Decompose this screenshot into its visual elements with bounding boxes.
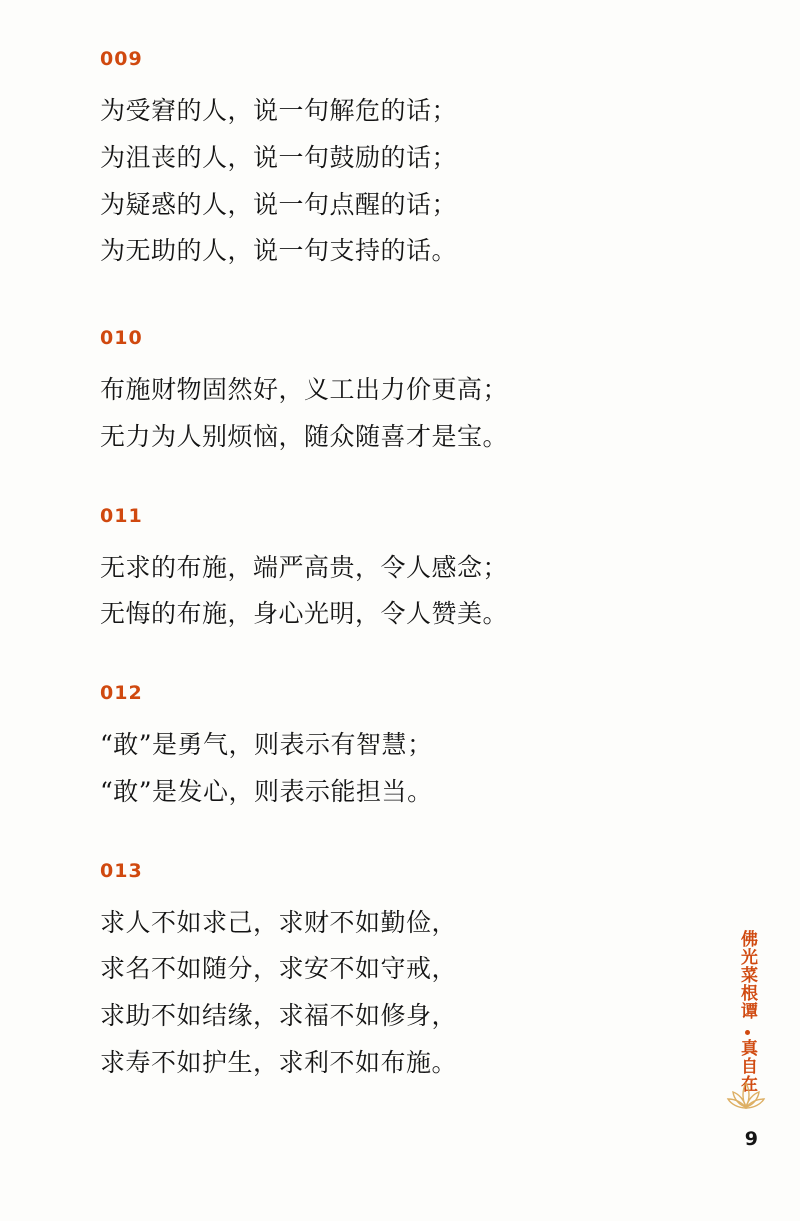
page-number: 9 xyxy=(744,1128,758,1150)
entry-line: 布施财物固然好，义工出力价更高； xyxy=(100,375,509,404)
entry-line: 为受窘的人，说一句解危的话； xyxy=(100,96,458,125)
entry-line: 无力为人别烦恼，随众随喜才是宝。 xyxy=(100,421,509,451)
running-title-book: 佛光菜根谭 xyxy=(737,930,758,1020)
entry-line: 求名不如随分，求安不如守戒， xyxy=(100,954,458,984)
entry-body xyxy=(100,367,660,461)
running-title xyxy=(730,930,764,1098)
entry-009 xyxy=(100,48,660,275)
entry-line: 求助不如结缘，求福不如修身， xyxy=(100,1001,458,1030)
entry-line: 无求的布施，端严高贵，令人感念； xyxy=(100,552,509,582)
entry-number: 009 xyxy=(100,48,143,70)
entry-body xyxy=(100,88,660,275)
entry-number: 011 xyxy=(100,504,143,527)
entry-line: “敢”是勇气，则表示有智慧； xyxy=(100,730,433,759)
lotus-icon xyxy=(726,1078,766,1112)
entry-line: “敢”是发心，则表示能担当。 xyxy=(100,776,433,806)
entry-number: 010 xyxy=(100,327,143,349)
entry-line: 为疑惑的人，说一句点醒的话； xyxy=(100,189,458,219)
page-content xyxy=(100,48,660,1131)
separator-dot-icon xyxy=(745,1030,750,1035)
entry-line: 求人不如求己，求财不如勤俭， xyxy=(100,907,458,937)
entry-number: 012 xyxy=(100,682,143,704)
entry-number: 013 xyxy=(100,859,143,882)
entry-body xyxy=(100,722,660,816)
entry-line: 为沮丧的人，说一句鼓励的话； xyxy=(100,142,458,172)
entry-line: 为无助的人，说一句支持的话。 xyxy=(100,236,458,266)
entry-line: 求寿不如护生，求利不如布施。 xyxy=(100,1047,458,1077)
running-title-section: 真自在 xyxy=(737,1039,758,1094)
entry-body xyxy=(100,900,660,1087)
entry-body xyxy=(100,545,660,639)
entry-012 xyxy=(100,682,660,816)
entry-line: 无悔的布施，身心光明，令人赞美。 xyxy=(100,599,509,629)
entry-011 xyxy=(100,505,660,639)
entry-010 xyxy=(100,327,660,461)
entry-013 xyxy=(100,860,660,1087)
